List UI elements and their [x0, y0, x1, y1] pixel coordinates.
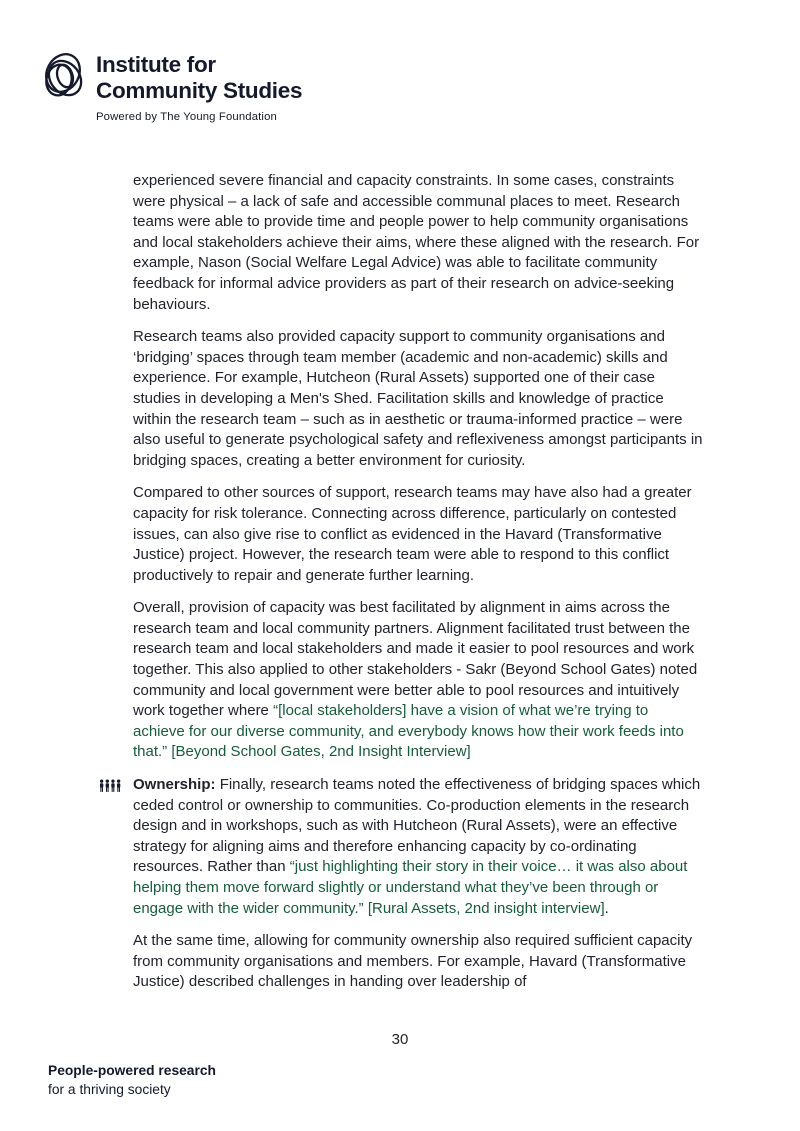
text-segment: Compared to other sources of support, research teams may have also had a greater capacity for risk tolerance. Connecting across difference, particularly on contested issues, can also give rise to conflict as evidenced in the Havard (Transformative Justice) project. However, the research team were able to respond to this conflict productively to repair and generate further learning.: [133, 484, 692, 584]
paragraph-6: [133, 931, 703, 993]
paragraph-4: [133, 598, 703, 763]
page-number: 30: [391, 1031, 409, 1048]
page-body: [133, 171, 703, 1005]
text-segment: .: [604, 899, 609, 917]
text-segment: At the same time, allowing for community ownership also required sufficient capacity from community organisations and members. For example, Havard (Transformative Justice) described challenges in handing over leadership of: [133, 932, 693, 991]
paragraph-5-bullet: [133, 775, 703, 919]
bullet-item-ownership: [133, 775, 703, 919]
text-segment: Research teams also provided capacity support to community organisations and ‘bridging’ spaces through team member (academic and non-academic) skills and experience. For example, Hutcheon (Rural Assets) supported one of their case studies in developing a Men's Shed. Facilitation skills and knowledge of practice within the research team – such as in aesthetic or trauma-informed practice – were also useful to generate psychological safety and reflexiveness amongst participants in bridging spaces, creating a better environment for curiosity.: [133, 328, 703, 469]
text-segment: “just highlighting their story in their voice… it was also about helping them move forward slightly or understand what they’ve been through or engage with the wider community.” [Rural Assets, 2nd insight interview]: [133, 858, 688, 917]
text-segment: “[local stakeholders] have a vision of what we’re trying to achieve for our diverse community, and everybody knows how their work feeds into that.” [Beyond School Gates, 2nd Insight Interview]: [133, 702, 684, 761]
brand-title-line1: Institute for: [96, 52, 216, 77]
people-icon: [99, 779, 122, 793]
footer-motto: for a thriving society: [48, 1082, 171, 1097]
brand-tagline: Powered by The Young Foundation: [96, 111, 277, 123]
brand-header: [34, 47, 302, 124]
paragraph-3: [133, 483, 703, 586]
page-footer: [48, 1061, 216, 1099]
paragraph-1: [133, 171, 703, 315]
brand-text: [96, 52, 302, 124]
brand-title-line2: Community Studies: [96, 77, 303, 103]
ics-knot-logo-icon: [34, 47, 96, 107]
text-segment: Finally, research teams noted the effectiveness of bridging spaces which ceded control or ownership to communities. Co-production elements in the research design and in workshops, such as with Hutcheon (Rural Assets), were an effective strategy for aligning aims and therefore enhancing capacity by co-ordinating resources. Rather than: [133, 776, 701, 876]
text-segment: experienced severe financial and capacity constraints. In some cases, constraints were physical – a lack of safe and accessible communal places to meet. Research teams were able to provide time and people power to help community organisations and local stakeholders achieve their aims, where these aligned with the research. For example, Nason (Social Welfare Legal Advice) was able to facilitate community feedback for informal advice providers as part of their research on advice-seeking behaviours.: [133, 172, 700, 313]
text-segment: Overall, provision of capacity was best facilitated by alignment in aims across the research team and local community partners. Alignment facilitated trust between the research team and local stakeholders and made it easier to pool resources and work together. This also applied to other stakeholders - Sakr (Beyond School Gates) noted community and local government were better able to pool resources and intuitively work together where: [133, 599, 698, 720]
text-segment: Ownership:: [133, 776, 220, 794]
footer-motto-bold: People-powered research: [48, 1063, 216, 1078]
paragraph-2: [133, 327, 703, 471]
